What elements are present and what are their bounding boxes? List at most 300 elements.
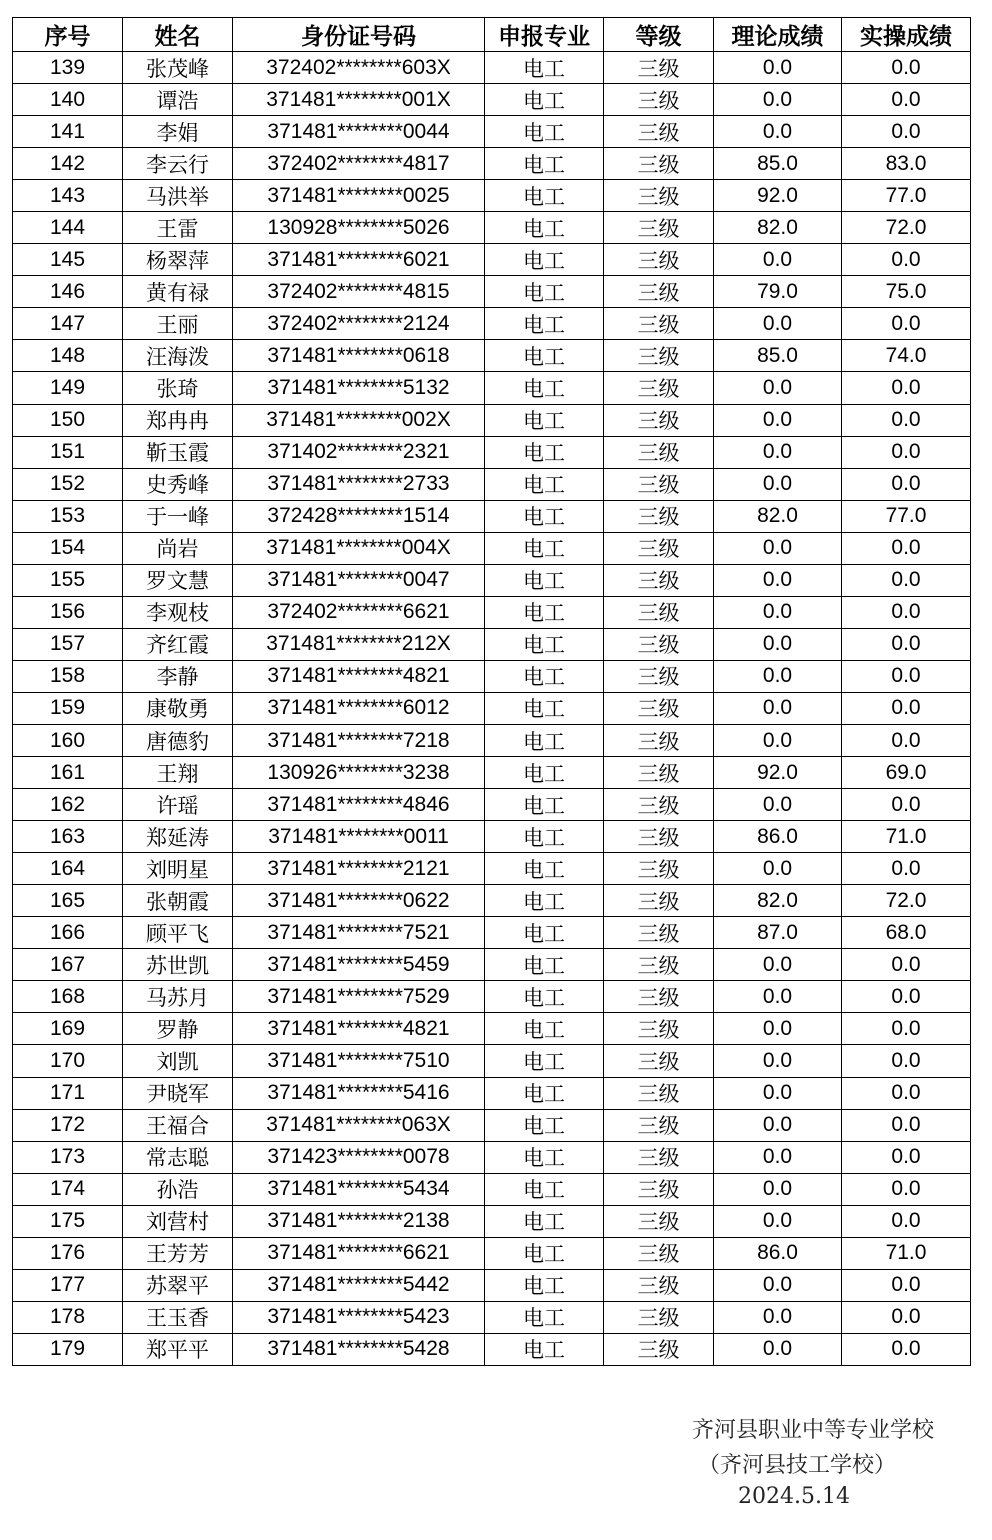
cell-id-number: 371481********0044 — [233, 116, 485, 148]
cell-theory-score: 0.0 — [714, 1109, 842, 1141]
cell-level: 三级 — [604, 853, 714, 885]
cell-id-number: 371481********4846 — [233, 789, 485, 821]
cell-practical-score: 0.0 — [842, 596, 971, 628]
cell-theory-score: 0.0 — [714, 436, 842, 468]
cell-name: 罗静 — [123, 1013, 233, 1045]
header-practical-score: 实操成绩 — [842, 18, 971, 52]
cell-level: 三级 — [604, 212, 714, 244]
cell-level: 三级 — [604, 628, 714, 660]
cell-name: 郑冉冉 — [123, 404, 233, 436]
cell-practical-score: 0.0 — [842, 372, 971, 404]
cell-theory-score: 0.0 — [714, 1141, 842, 1173]
cell-id-number: 371481********6621 — [233, 1237, 485, 1269]
cell-practical-score: 0.0 — [842, 724, 971, 756]
cell-seq: 152 — [13, 468, 123, 500]
cell-level: 三级 — [604, 660, 714, 692]
cell-name: 杨翠萍 — [123, 244, 233, 276]
table-row — [13, 116, 971, 148]
cell-major: 电工 — [485, 1109, 604, 1141]
cell-name: 唐德豹 — [123, 724, 233, 756]
cell-major: 电工 — [485, 404, 604, 436]
cell-id-number: 371481********004X — [233, 532, 485, 564]
cell-theory-score: 0.0 — [714, 724, 842, 756]
cell-theory-score: 85.0 — [714, 340, 842, 372]
cell-major: 电工 — [485, 724, 604, 756]
cell-level: 三级 — [604, 1013, 714, 1045]
cell-name: 苏世凯 — [123, 949, 233, 981]
cell-theory-score: 0.0 — [714, 308, 842, 340]
cell-name: 王福合 — [123, 1109, 233, 1141]
cell-major: 电工 — [485, 372, 604, 404]
cell-level: 三级 — [604, 1269, 714, 1301]
table-row — [13, 532, 971, 564]
cell-seq: 143 — [13, 180, 123, 212]
cell-major: 电工 — [485, 981, 604, 1013]
cell-id-number: 371481********2121 — [233, 853, 485, 885]
cell-major: 电工 — [485, 436, 604, 468]
cell-id-number: 371481********2138 — [233, 1205, 485, 1237]
header-seq: 序号 — [13, 18, 123, 52]
table-row — [13, 276, 971, 308]
cell-seq: 176 — [13, 1237, 123, 1269]
cell-theory-score: 86.0 — [714, 1237, 842, 1269]
header-id-number: 身份证号码 — [233, 18, 485, 52]
cell-seq: 142 — [13, 148, 123, 180]
table-row — [13, 789, 971, 821]
table-row — [13, 148, 971, 180]
cell-seq: 177 — [13, 1269, 123, 1301]
cell-level: 三级 — [604, 1045, 714, 1077]
cell-id-number: 371481********5132 — [233, 372, 485, 404]
cell-seq: 159 — [13, 692, 123, 724]
cell-id-number: 371481********7510 — [233, 1045, 485, 1077]
cell-practical-score: 0.0 — [842, 660, 971, 692]
cell-name: 王雷 — [123, 212, 233, 244]
cell-seq: 146 — [13, 276, 123, 308]
cell-major: 电工 — [485, 917, 604, 949]
cell-level: 三级 — [604, 949, 714, 981]
table-row — [13, 180, 971, 212]
cell-name: 刘凯 — [123, 1045, 233, 1077]
cell-theory-score: 0.0 — [714, 84, 842, 116]
table-row — [13, 1333, 971, 1365]
cell-major: 电工 — [485, 1237, 604, 1269]
cell-name: 张琦 — [123, 372, 233, 404]
cell-level: 三级 — [604, 468, 714, 500]
cell-level: 三级 — [604, 500, 714, 532]
cell-theory-score: 82.0 — [714, 500, 842, 532]
table-row — [13, 628, 971, 660]
cell-id-number: 372428********1514 — [233, 500, 485, 532]
cell-theory-score: 0.0 — [714, 116, 842, 148]
cell-name: 谭浩 — [123, 84, 233, 116]
cell-practical-score: 0.0 — [842, 244, 971, 276]
cell-major: 电工 — [485, 468, 604, 500]
table-row — [13, 340, 971, 372]
cell-practical-score: 83.0 — [842, 148, 971, 180]
cell-level: 三级 — [604, 821, 714, 853]
header-level: 等级 — [604, 18, 714, 52]
cell-level: 三级 — [604, 372, 714, 404]
cell-name: 苏翠平 — [123, 1269, 233, 1301]
cell-major: 电工 — [485, 148, 604, 180]
table-row — [13, 981, 971, 1013]
cell-id-number: 371481********063X — [233, 1109, 485, 1141]
cell-theory-score: 0.0 — [714, 1045, 842, 1077]
cell-major: 电工 — [485, 1141, 604, 1173]
issue-date: 2024.5.14 — [738, 1484, 850, 1509]
cell-major: 电工 — [485, 757, 604, 789]
cell-name: 马洪举 — [123, 180, 233, 212]
cell-seq: 166 — [13, 917, 123, 949]
cell-practical-score: 0.0 — [842, 1141, 971, 1173]
cell-practical-score: 0.0 — [842, 1045, 971, 1077]
cell-theory-score: 0.0 — [714, 244, 842, 276]
cell-practical-score: 0.0 — [842, 468, 971, 500]
table-row — [13, 404, 971, 436]
cell-name: 王翔 — [123, 757, 233, 789]
table-row — [13, 724, 971, 756]
cell-major: 电工 — [485, 180, 604, 212]
cell-practical-score: 0.0 — [842, 52, 971, 84]
cell-level: 三级 — [604, 596, 714, 628]
cell-major: 电工 — [485, 84, 604, 116]
cell-practical-score: 0.0 — [842, 308, 971, 340]
table-row — [13, 564, 971, 596]
cell-id-number: 371481********001X — [233, 84, 485, 116]
cell-seq: 148 — [13, 340, 123, 372]
cell-name: 汪海泼 — [123, 340, 233, 372]
table-row — [13, 1237, 971, 1269]
cell-major: 电工 — [485, 821, 604, 853]
cell-id-number: 371481********6012 — [233, 692, 485, 724]
cell-level: 三级 — [604, 52, 714, 84]
cell-major: 电工 — [485, 1301, 604, 1333]
cell-id-number: 371481********0047 — [233, 564, 485, 596]
cell-theory-score: 0.0 — [714, 1269, 842, 1301]
cell-id-number: 371481********002X — [233, 404, 485, 436]
cell-theory-score: 0.0 — [714, 564, 842, 596]
cell-level: 三级 — [604, 885, 714, 917]
cell-id-number: 371481********0618 — [233, 340, 485, 372]
cell-level: 三级 — [604, 180, 714, 212]
cell-name: 刘明星 — [123, 853, 233, 885]
cell-theory-score: 79.0 — [714, 276, 842, 308]
table-row — [13, 244, 971, 276]
cell-seq: 140 — [13, 84, 123, 116]
cell-id-number: 371481********212X — [233, 628, 485, 660]
cell-theory-score: 0.0 — [714, 372, 842, 404]
cell-name: 郑延涛 — [123, 821, 233, 853]
cell-theory-score: 0.0 — [714, 1173, 842, 1205]
cell-level: 三级 — [604, 692, 714, 724]
cell-name: 尹晓军 — [123, 1077, 233, 1109]
cell-level: 三级 — [604, 276, 714, 308]
cell-theory-score: 0.0 — [714, 1205, 842, 1237]
cell-level: 三级 — [604, 1109, 714, 1141]
cell-practical-score: 0.0 — [842, 564, 971, 596]
cell-name: 常志聪 — [123, 1141, 233, 1173]
cell-level: 三级 — [604, 1237, 714, 1269]
table-row — [13, 1301, 971, 1333]
cell-name: 张朝霞 — [123, 885, 233, 917]
table-row — [13, 853, 971, 885]
cell-id-number: 371481********0025 — [233, 180, 485, 212]
cell-practical-score: 0.0 — [842, 1013, 971, 1045]
cell-theory-score: 92.0 — [714, 757, 842, 789]
cell-level: 三级 — [604, 917, 714, 949]
cell-practical-score: 0.0 — [842, 1269, 971, 1301]
table-row — [13, 1013, 971, 1045]
cell-level: 三级 — [604, 308, 714, 340]
cell-name: 李云行 — [123, 148, 233, 180]
cell-id-number: 371481********5416 — [233, 1077, 485, 1109]
cell-id-number: 371481********0011 — [233, 821, 485, 853]
cell-practical-score: 75.0 — [842, 276, 971, 308]
cell-theory-score: 0.0 — [714, 52, 842, 84]
cell-level: 三级 — [604, 564, 714, 596]
cell-level: 三级 — [604, 724, 714, 756]
table-row — [13, 1269, 971, 1301]
cell-level: 三级 — [604, 340, 714, 372]
cell-theory-score: 0.0 — [714, 596, 842, 628]
header-theory-score: 理论成绩 — [714, 18, 842, 52]
cell-theory-score: 0.0 — [714, 1301, 842, 1333]
cell-seq: 160 — [13, 724, 123, 756]
table-row — [13, 885, 971, 917]
cell-major: 电工 — [485, 532, 604, 564]
cell-seq: 178 — [13, 1301, 123, 1333]
cell-id-number: 371481********6021 — [233, 244, 485, 276]
cell-theory-score: 0.0 — [714, 628, 842, 660]
cell-name: 李娟 — [123, 116, 233, 148]
table-row — [13, 821, 971, 853]
cell-name: 刘营村 — [123, 1205, 233, 1237]
cell-id-number: 130928********5026 — [233, 212, 485, 244]
cell-seq: 163 — [13, 821, 123, 853]
cell-level: 三级 — [604, 404, 714, 436]
cell-seq: 151 — [13, 436, 123, 468]
cell-id-number: 371481********5434 — [233, 1173, 485, 1205]
cell-name: 王玉香 — [123, 1301, 233, 1333]
cell-practical-score: 72.0 — [842, 885, 971, 917]
cell-practical-score: 77.0 — [842, 180, 971, 212]
table-row — [13, 1109, 971, 1141]
table-row — [13, 692, 971, 724]
cell-practical-score: 71.0 — [842, 821, 971, 853]
cell-practical-score: 0.0 — [842, 1301, 971, 1333]
cell-major: 电工 — [485, 1013, 604, 1045]
cell-theory-score: 0.0 — [714, 468, 842, 500]
cell-theory-score: 0.0 — [714, 404, 842, 436]
cell-seq: 144 — [13, 212, 123, 244]
table-row — [13, 500, 971, 532]
cell-seq: 162 — [13, 789, 123, 821]
cell-id-number: 371481********5459 — [233, 949, 485, 981]
cell-seq: 147 — [13, 308, 123, 340]
cell-id-number: 371481********5442 — [233, 1269, 485, 1301]
table-row — [13, 212, 971, 244]
cell-practical-score: 0.0 — [842, 1173, 971, 1205]
cell-level: 三级 — [604, 116, 714, 148]
cell-practical-score: 0.0 — [842, 436, 971, 468]
table-row — [13, 757, 971, 789]
cell-major: 电工 — [485, 1045, 604, 1077]
cell-seq: 153 — [13, 500, 123, 532]
table-row — [13, 660, 971, 692]
table-row — [13, 308, 971, 340]
cell-name: 孙浩 — [123, 1173, 233, 1205]
table-row — [13, 596, 971, 628]
cell-seq: 179 — [13, 1333, 123, 1365]
cell-name: 顾平飞 — [123, 917, 233, 949]
cell-name: 张茂峰 — [123, 52, 233, 84]
cell-major: 电工 — [485, 212, 604, 244]
cell-major: 电工 — [485, 885, 604, 917]
cell-major: 电工 — [485, 564, 604, 596]
cell-id-number: 371481********7218 — [233, 724, 485, 756]
cell-practical-score: 0.0 — [842, 853, 971, 885]
table-row — [13, 84, 971, 116]
cell-id-number: 371481********0622 — [233, 885, 485, 917]
cell-level: 三级 — [604, 148, 714, 180]
cell-seq: 156 — [13, 596, 123, 628]
cell-id-number: 371402********2321 — [233, 436, 485, 468]
table-row — [13, 1141, 971, 1173]
cell-practical-score: 68.0 — [842, 917, 971, 949]
cell-practical-score: 0.0 — [842, 1109, 971, 1141]
cell-practical-score: 0.0 — [842, 84, 971, 116]
cell-theory-score: 86.0 — [714, 821, 842, 853]
cell-seq: 168 — [13, 981, 123, 1013]
cell-seq: 170 — [13, 1045, 123, 1077]
cell-id-number: 371423********0078 — [233, 1141, 485, 1173]
cell-major: 电工 — [485, 789, 604, 821]
cell-practical-score: 71.0 — [842, 1237, 971, 1269]
cell-major: 电工 — [485, 628, 604, 660]
cell-id-number: 372402********4817 — [233, 148, 485, 180]
cell-major: 电工 — [485, 596, 604, 628]
cell-major: 电工 — [485, 500, 604, 532]
cell-theory-score: 0.0 — [714, 1077, 842, 1109]
cell-theory-score: 0.0 — [714, 532, 842, 564]
cell-practical-score: 0.0 — [842, 116, 971, 148]
table-row — [13, 1173, 971, 1205]
cell-seq: 155 — [13, 564, 123, 596]
cell-theory-score: 82.0 — [714, 885, 842, 917]
cell-major: 电工 — [485, 1077, 604, 1109]
cell-theory-score: 0.0 — [714, 789, 842, 821]
cell-name: 尚岩 — [123, 532, 233, 564]
cell-theory-score: 0.0 — [714, 660, 842, 692]
cell-seq: 150 — [13, 404, 123, 436]
cell-theory-score: 0.0 — [714, 1013, 842, 1045]
cell-name: 郑平平 — [123, 1333, 233, 1365]
cell-seq: 169 — [13, 1013, 123, 1045]
cell-seq: 141 — [13, 116, 123, 148]
cell-major: 电工 — [485, 244, 604, 276]
cell-id-number: 372402********2124 — [233, 308, 485, 340]
cell-id-number: 372402********4815 — [233, 276, 485, 308]
header-row — [13, 18, 971, 52]
cell-practical-score: 0.0 — [842, 1205, 971, 1237]
cell-level: 三级 — [604, 1141, 714, 1173]
cell-theory-score: 0.0 — [714, 981, 842, 1013]
cell-practical-score: 72.0 — [842, 212, 971, 244]
cell-seq: 172 — [13, 1109, 123, 1141]
cell-name: 于一峰 — [123, 500, 233, 532]
cell-practical-score: 0.0 — [842, 404, 971, 436]
table-row — [13, 52, 971, 84]
cell-theory-score: 0.0 — [714, 949, 842, 981]
cell-id-number: 371481********4821 — [233, 660, 485, 692]
cell-id-number: 372402********6621 — [233, 596, 485, 628]
cell-theory-score: 82.0 — [714, 212, 842, 244]
cell-id-number: 371481********4821 — [233, 1013, 485, 1045]
school-alt-name: （齐河县技工学校） — [697, 1453, 896, 1478]
cell-practical-score: 0.0 — [842, 692, 971, 724]
cell-practical-score: 77.0 — [842, 500, 971, 532]
cell-name: 许瑶 — [123, 789, 233, 821]
cell-level: 三级 — [604, 981, 714, 1013]
cell-theory-score: 0.0 — [714, 692, 842, 724]
cell-practical-score: 0.0 — [842, 789, 971, 821]
cell-name: 黄有禄 — [123, 276, 233, 308]
cell-seq: 158 — [13, 660, 123, 692]
cell-id-number: 371481********2733 — [233, 468, 485, 500]
table-row — [13, 1045, 971, 1077]
cell-seq: 139 — [13, 52, 123, 84]
cell-theory-score: 0.0 — [714, 853, 842, 885]
cell-major: 电工 — [485, 692, 604, 724]
cell-name: 齐红霞 — [123, 628, 233, 660]
cell-level: 三级 — [604, 1301, 714, 1333]
cell-practical-score: 0.0 — [842, 628, 971, 660]
cell-practical-score: 0.0 — [842, 949, 971, 981]
cell-name: 康敬勇 — [123, 692, 233, 724]
cell-name: 马苏月 — [123, 981, 233, 1013]
cell-seq: 157 — [13, 628, 123, 660]
cell-major: 电工 — [485, 308, 604, 340]
cell-seq: 175 — [13, 1205, 123, 1237]
cell-level: 三级 — [604, 1205, 714, 1237]
cell-practical-score: 0.0 — [842, 532, 971, 564]
cell-major: 电工 — [485, 116, 604, 148]
cell-name: 李静 — [123, 660, 233, 692]
cell-practical-score: 69.0 — [842, 757, 971, 789]
cell-major: 电工 — [485, 1269, 604, 1301]
table-row — [13, 372, 971, 404]
cell-major: 电工 — [485, 1333, 604, 1365]
cell-id-number: 372402********603X — [233, 52, 485, 84]
cell-seq: 161 — [13, 757, 123, 789]
cell-level: 三级 — [604, 789, 714, 821]
cell-id-number: 130926********3238 — [233, 757, 485, 789]
cell-theory-score: 87.0 — [714, 917, 842, 949]
cell-level: 三级 — [604, 84, 714, 116]
cell-seq: 145 — [13, 244, 123, 276]
cell-theory-score: 85.0 — [714, 148, 842, 180]
school-name: 齐河县职业中等专业学校 — [691, 1418, 934, 1443]
cell-name: 李观枝 — [123, 596, 233, 628]
cell-major: 电工 — [485, 1173, 604, 1205]
table-row — [13, 468, 971, 500]
cell-theory-score: 92.0 — [714, 180, 842, 212]
cell-seq: 164 — [13, 853, 123, 885]
cell-seq: 149 — [13, 372, 123, 404]
cell-name: 史秀峰 — [123, 468, 233, 500]
table-row — [13, 1077, 971, 1109]
